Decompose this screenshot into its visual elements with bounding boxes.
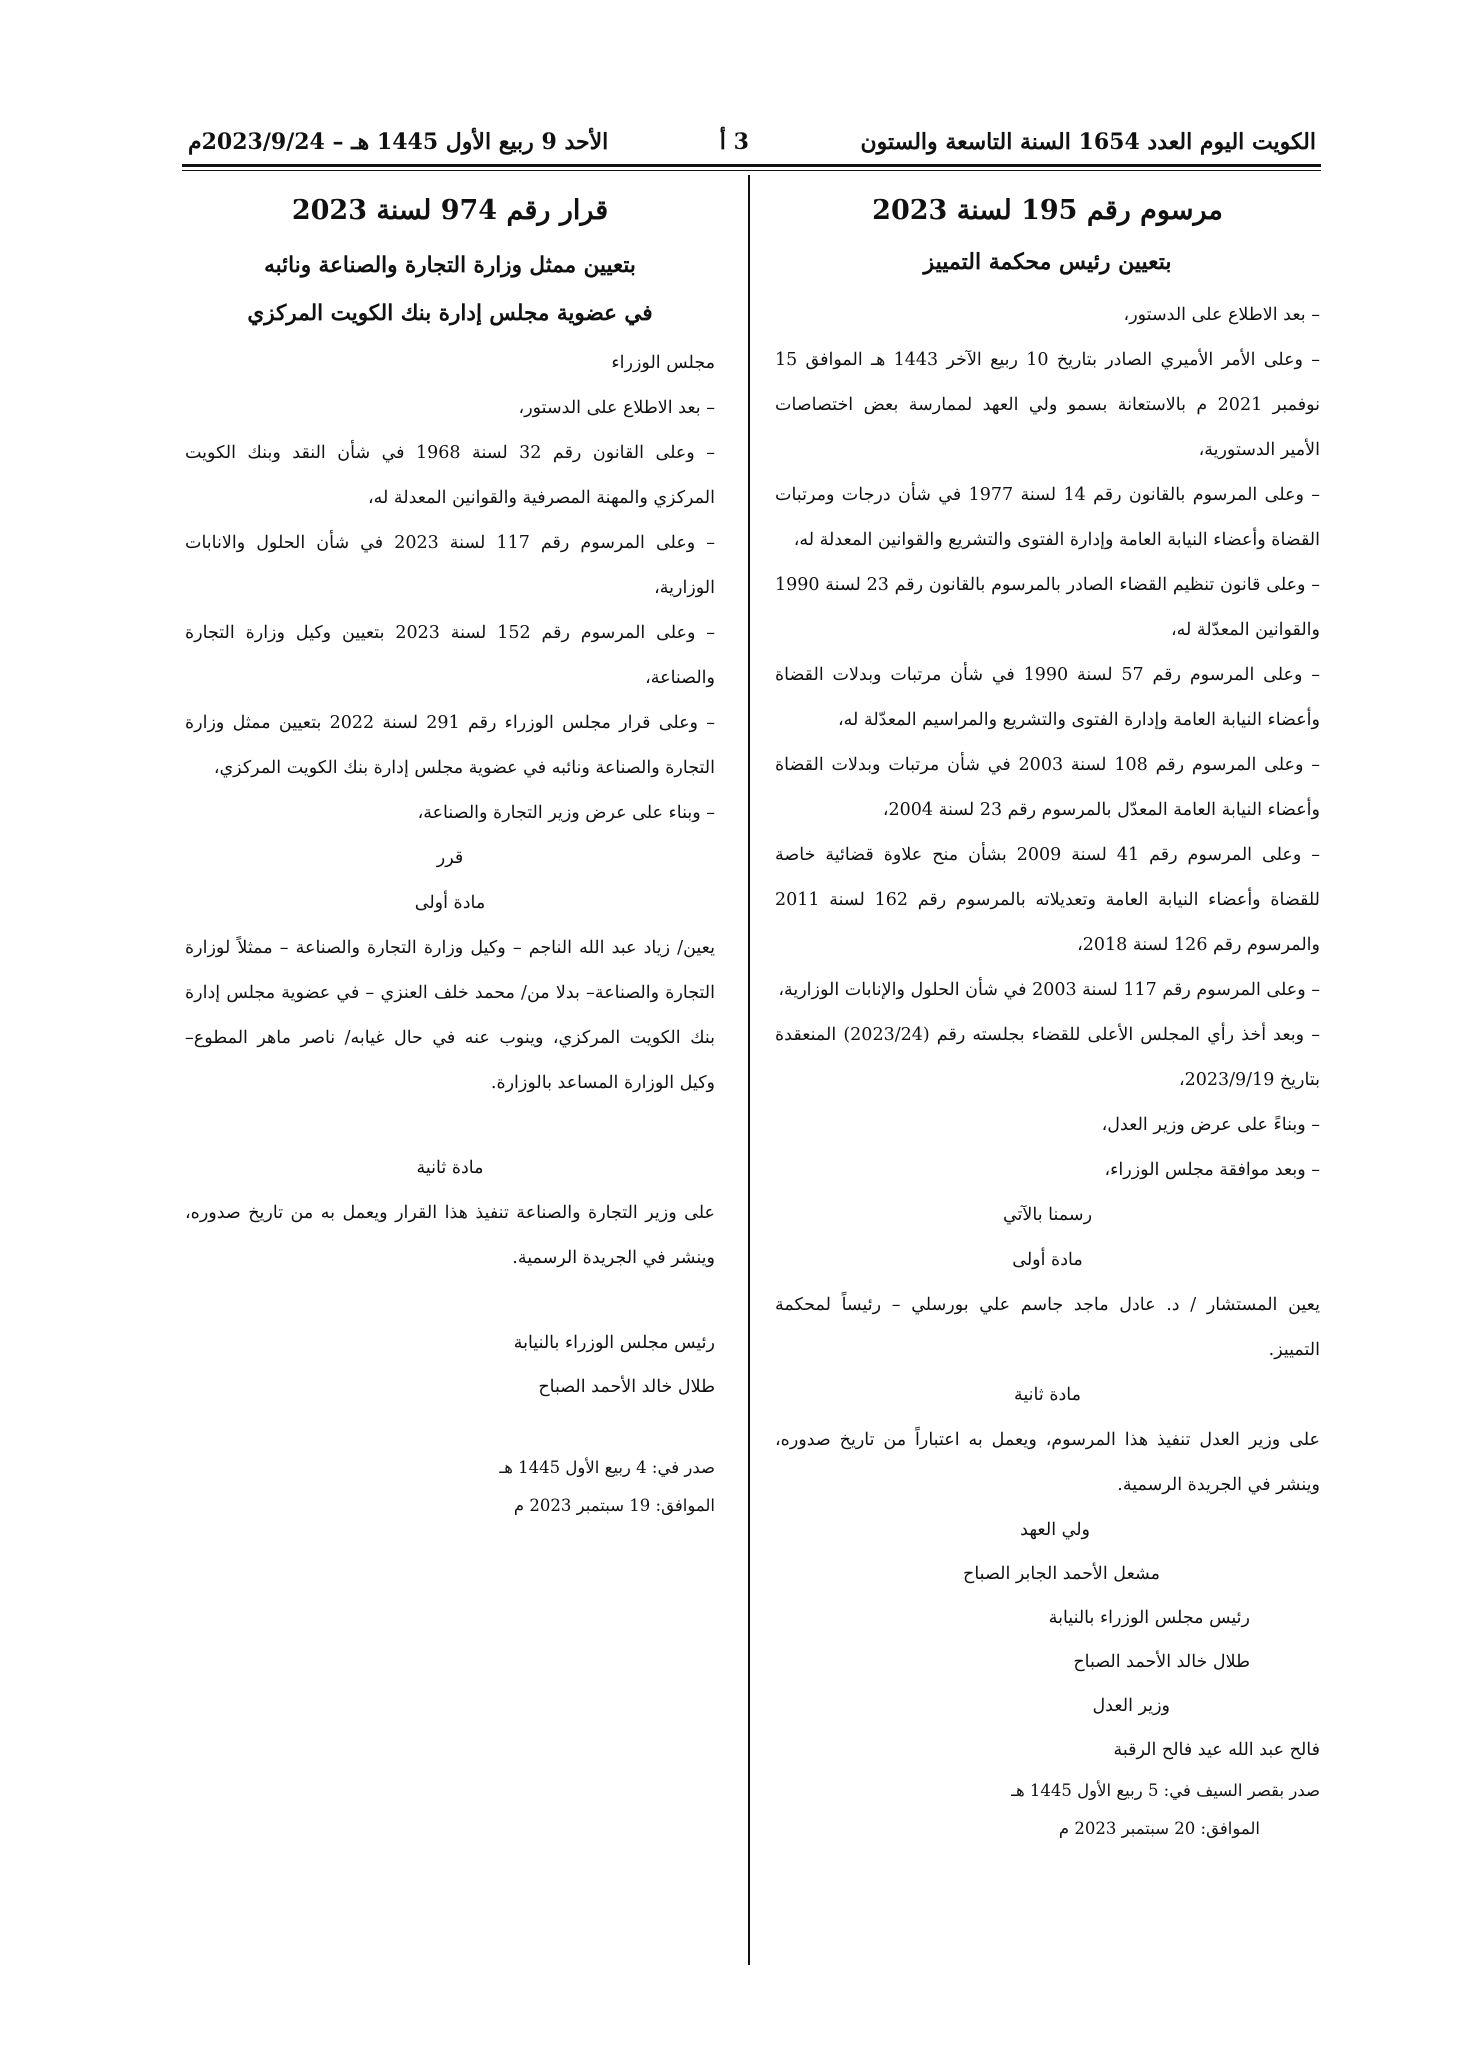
spacer xyxy=(185,1409,715,1449)
decision-issued-date: صدر في: 4 ربيع الأول 1445 هـ xyxy=(499,1458,715,1477)
decision-title: قرار رقم 974 لسنة 2023 xyxy=(291,195,609,226)
decree-article1-text: يعين المستشار / د. عادل ماجد جاسم علي بورسلي – رئيساً لمحكمة التمييز. xyxy=(775,1295,1320,1360)
decision-preamble-item: – وعلى المرسوم رقم 117 لسنة 2023 في شأن الحلول والانابات الوزارية، xyxy=(185,533,716,598)
decision-preamble-item: – وعلى المرسوم رقم 152 لسنة 2023 بتعيين وكيل وزارة التجارة والصناعة، xyxy=(185,623,716,688)
justice-minister-name: فالح عبد الله عيد فالح الرقبة xyxy=(1113,1740,1320,1760)
decree-article2-heading: مادة ثانية xyxy=(1014,1385,1081,1405)
decree-preamble-item: – وعلى المرسوم رقم 117 لسنة 2003 في شأن الحلول والإنابات الوزارية، xyxy=(778,980,1320,1000)
decision-preamble-item: – بعد الاطلاع على الدستور، xyxy=(518,398,715,418)
decision-subtitle-line2: في عضوية مجلس إدارة بنك الكويت المركزي xyxy=(247,301,653,326)
crown-prince-title: ولي العهد xyxy=(1020,1520,1090,1540)
decree-preamble-item: – وبعد أخذ رأي المجلس الأعلى للقضاء بجلسته رقم (2023/24) المنعقدة بتاريخ 2023/9/19، xyxy=(775,1025,1320,1090)
decision-article1-heading: مادة أولى xyxy=(414,893,486,913)
decree-pm-name: طلال خالد الأحمد الصباح xyxy=(1073,1652,1250,1672)
decree-enactment-word: رسمنا بالآتي xyxy=(1002,1205,1093,1225)
header-rule-thin xyxy=(182,170,1321,171)
page-header xyxy=(188,120,1316,164)
decree-article2-text: على وزير العدل تنفيذ هذا المرسوم، ويعمل به اعتباراً من تاريخ صدوره، وينشر في الجريدة الرسمية. xyxy=(775,1430,1320,1495)
decree-preamble-item: – وعلى قانون تنظيم القضاء الصادر بالمرسوم بالقانون رقم 23 لسنة 1990 والقوانين المعدّلة له، xyxy=(775,575,1320,640)
header-date: الأحد 9 ربيع الأول 1445 هـ – 2023/9/24م xyxy=(188,129,609,155)
spacer xyxy=(185,1106,715,1146)
decision-subtitle-line1: بتعيين ممثل وزارة التجارة والصناعة ونائبه xyxy=(264,253,636,278)
decision-preamble-item: – وعلى قرار مجلس الوزراء رقم 291 لسنة 2022 بتعيين ممثل وزارة التجارة والصناعة ونائبه في عضوية مجلس إدارة بنك الكويت المركزي، xyxy=(185,713,716,778)
decree-preamble-item: – بعد الاطلاع على الدستور، xyxy=(1123,305,1320,325)
decision-pm-name: طلال خالد الأحمد الصباح xyxy=(538,1377,715,1397)
column-divider xyxy=(748,175,750,1965)
decree-article1-heading: مادة أولى xyxy=(1012,1250,1083,1270)
decision-article2-heading: مادة ثانية xyxy=(416,1158,484,1178)
decision-pm-title: رئيس مجلس الوزراء بالنيابة xyxy=(513,1333,715,1353)
decision-974-column xyxy=(185,185,715,1525)
decree-pm-title: رئيس مجلس الوزراء بالنيابة xyxy=(1048,1608,1250,1628)
decree-preamble-item: – وعلى المرسوم رقم 108 لسنة 2003 في شأن مرتبات وبدلات القضاة وأعضاء النيابة العامة المعدّل بالمرسوم رقم 23 لسنة 2004، xyxy=(775,755,1320,820)
spacer xyxy=(185,1281,715,1321)
decision-preamble-item: – وعلى القانون رقم 32 لسنة 1968 في شأن النقد وبنك الكويت المركزي والمهنة المصرفية والقوانين المعدلة له، xyxy=(185,443,715,508)
crown-prince-name: مشعل الأحمد الجابر الصباح xyxy=(963,1564,1160,1584)
decree-195-column xyxy=(775,185,1320,1848)
decision-article2-text: على وزير التجارة والصناعة تنفيذ هذا القرار ويعمل به من تاريخ صدوره، وينشر في الجريدة الرسمية. xyxy=(185,1203,715,1268)
decree-subtitle: بتعيين رئيس محكمة التمييز xyxy=(923,249,1172,275)
decision-issued-gregorian-date: الموافق: 19 سبتمبر 2023 م xyxy=(513,1496,715,1515)
decision-preamble-item: – وبناء على عرض وزير التجارة والصناعة، xyxy=(417,803,715,823)
decree-preamble-item: – وعلى الأمر الأميري الصادر بتاريخ 10 ربيع الآخر 1443 هـ الموافق 15 نوفمبر 2021 م بالاستعانة بسمو ولي العهد لممارسة بعض اختصاصات الأمير الدستورية، xyxy=(775,350,1321,460)
justice-minister-title: وزير العدل xyxy=(1092,1696,1170,1716)
header-page-number: 3 أ xyxy=(719,129,749,155)
decree-preamble-item: – وبعد موافقة مجلس الوزراء، xyxy=(1104,1160,1320,1180)
decree-preamble-item: – وعلى المرسوم بالقانون رقم 14 لسنة 1977 في شأن درجات ومرتبات القضاة وأعضاء النيابة العامة وإدارة الفتوى والتشريع والقوانين المعدلة له، xyxy=(775,485,1321,550)
decision-word: قرر xyxy=(436,848,464,868)
decision-issuer: مجلس الوزراء xyxy=(611,353,715,373)
decree-preamble-item: – وبناءً على عرض وزير العدل، xyxy=(1101,1115,1320,1135)
header-rule-thick xyxy=(182,164,1321,167)
decree-issued-place-date: صدر بقصر السيف في: 5 ربيع الأول 1445 هـ xyxy=(1011,1781,1320,1800)
decree-preamble-item: – وعلى المرسوم رقم 41 لسنة 2009 بشأن منح علاوة قضائية خاصة للقضاة وأعضاء النيابة العامة وتعديلاته بالمرسوم رقم 162 لسنة 2011 والمرسوم رقم 126 لسنة 2018، xyxy=(775,845,1321,955)
decree-issued-gregorian-date: الموافق: 20 سبتمبر 2023 م xyxy=(1058,1819,1260,1838)
decision-article1-text: يعين/ زياد عبد الله الناجم – وكيل وزارة التجارة والصناعة – ممثلاً لوزارة التجارة والصناعة– بدلا من/ محمد خلف العنزي – في عضوية مجلس إدارة بنك الكويت المركزي، وينوب عنه في حال غيابه/ ناصر ماهر المطوع– وكيل الوزارة المساعد بالوزارة. xyxy=(185,938,715,1093)
header-issue-info: الكويت اليوم العدد 1654 السنة التاسعة والستون xyxy=(860,129,1316,155)
decree-preamble-item: – وعلى المرسوم رقم 57 لسنة 1990 في شأن مرتبات وبدلات القضاة وأعضاء النيابة العامة وإدارة الفتوى والتشريع والمراسيم المعدّلة له، xyxy=(775,665,1320,730)
decree-title: مرسوم رقم 195 لسنة 2023 xyxy=(872,195,1223,226)
